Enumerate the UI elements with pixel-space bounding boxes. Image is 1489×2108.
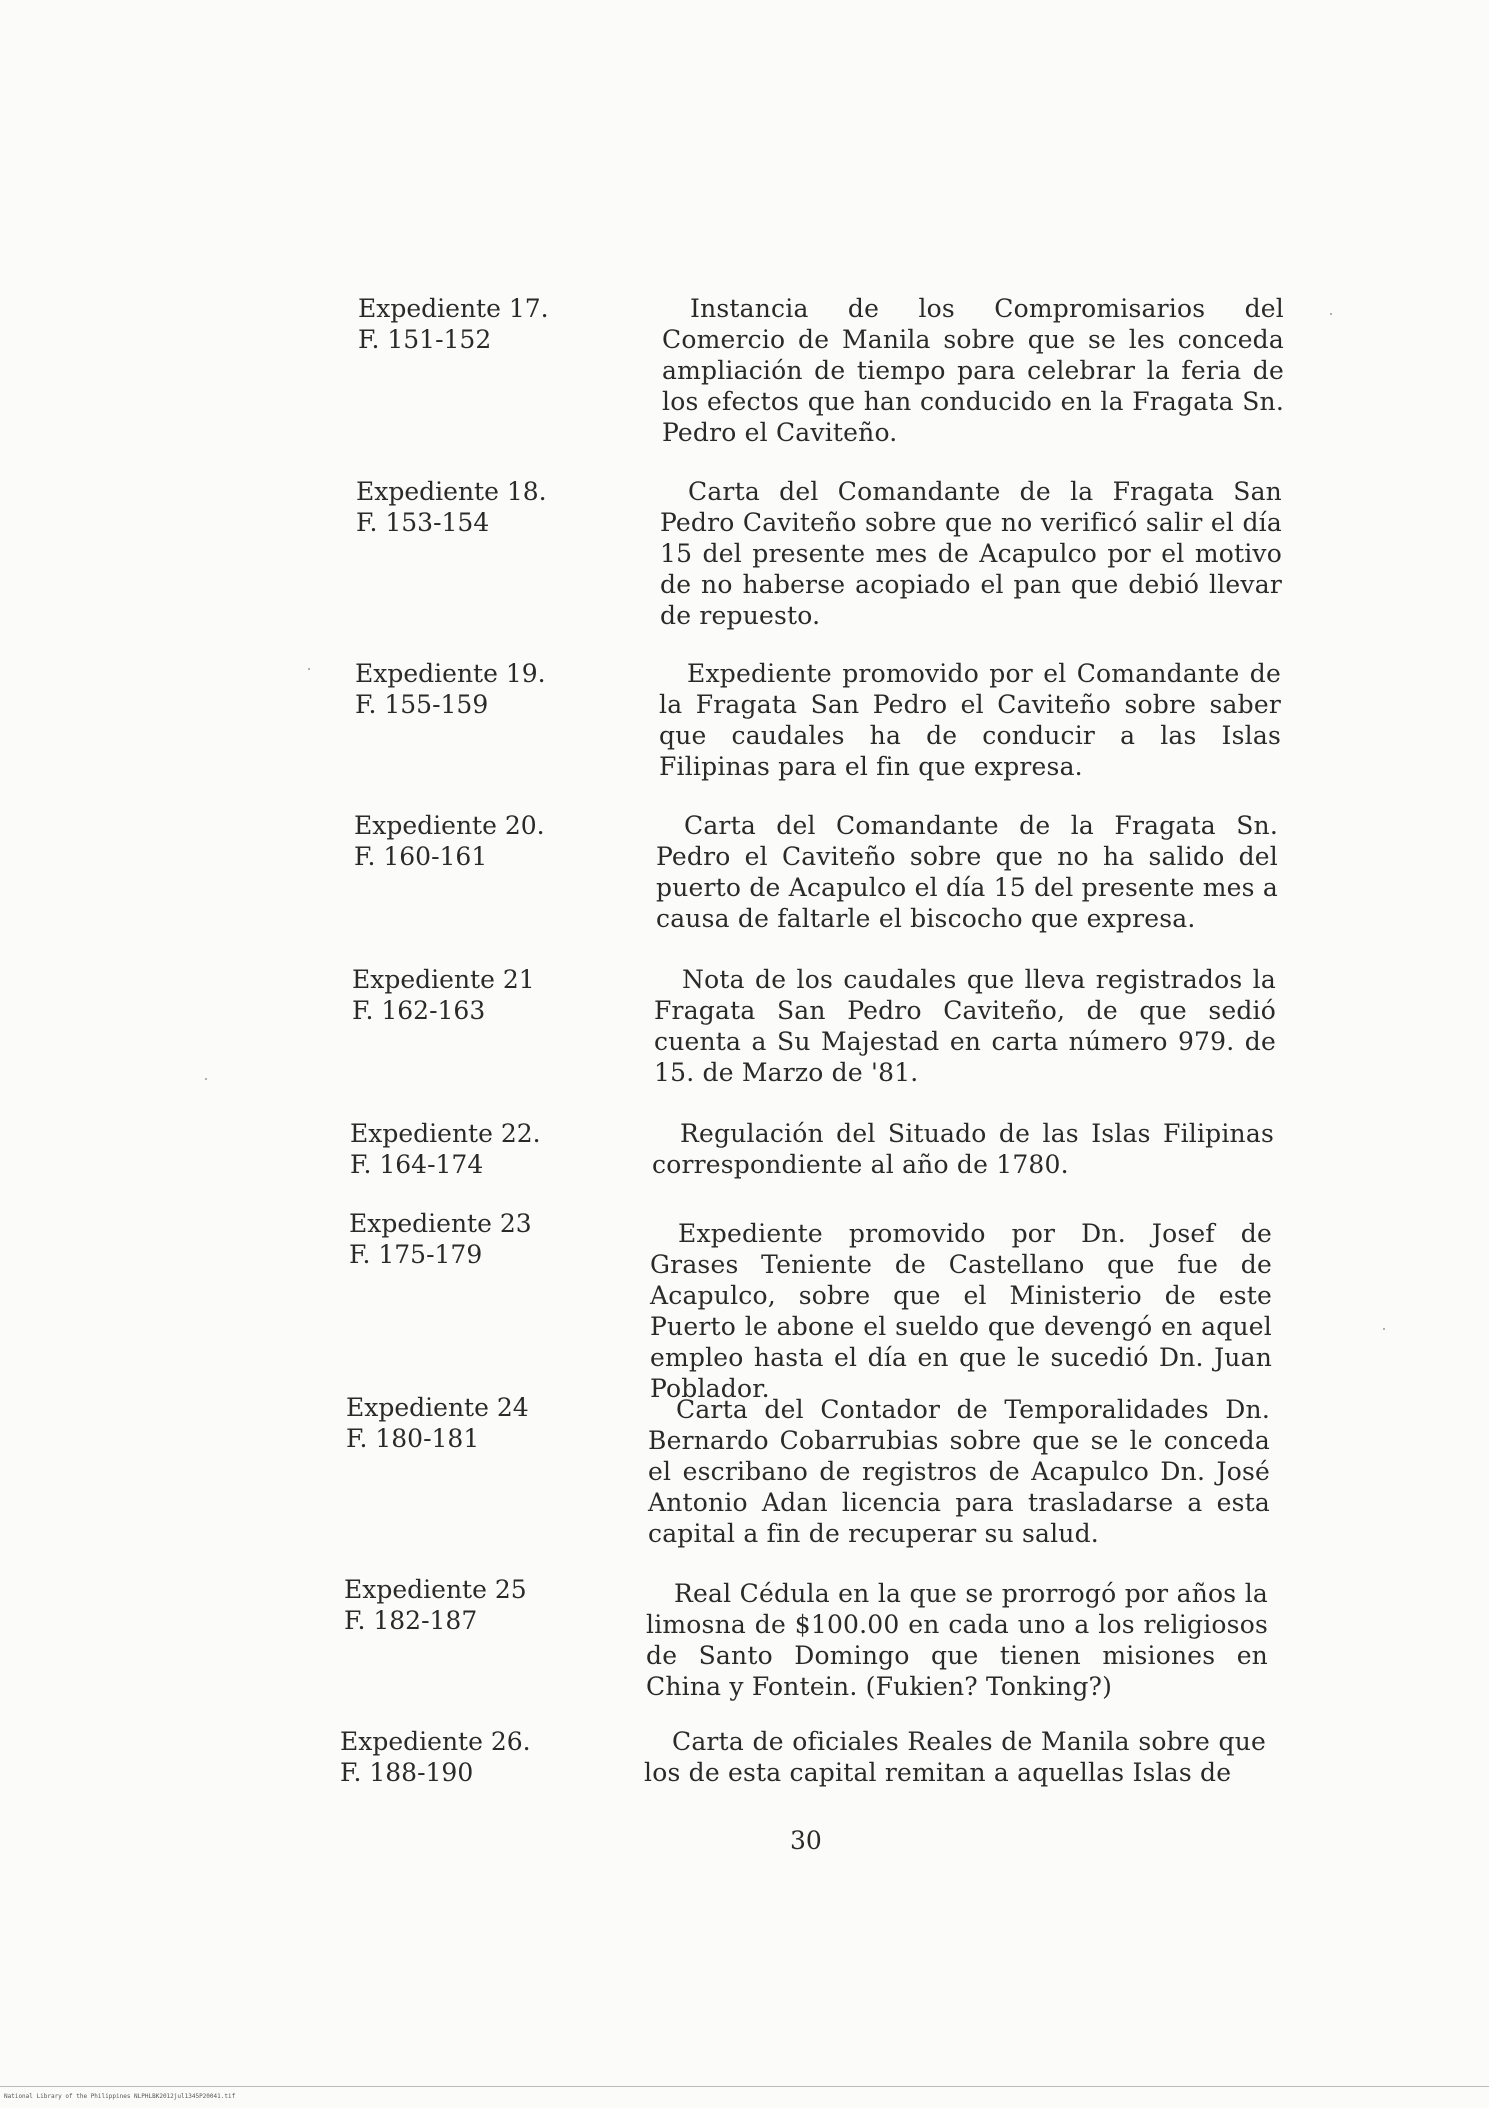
entry-description: Regulación del Situado de las Islas Filipinas correspondiente al año de 1780. [652,1119,1274,1179]
expediente-number: Expediente 19. [355,659,546,688]
folio-range: F. 160-161 [354,842,488,871]
expediente-number: Expediente 17. [358,294,549,323]
entry-description: Carta del Comandante de la Fragata San Pedro Caviteño sobre que no verificó salir el día 15 del presente mes de Acapulco por el motivo de no haberse acopiado el pan que debió llevar de repuesto. [660,477,1282,630]
folio-range: F. 188-190 [340,1758,474,1787]
entry-description: Carta del Comandante de la Fragata Sn. Pedro el Caviteño sobre que no ha salido del puerto de Acapulco el día 15 del presente mes a causa de faltarle el biscocho que expresa. [656,811,1278,933]
folio-range: F. 175-179 [349,1240,483,1269]
folio-range: F. 155-159 [355,690,489,719]
entry-description: Real Cédula en la que se prorrogó por años la limosna de $100.00 en cada uno a los religiosos de Santo Domingo que tienen misiones en China y Fontein. (Fukien? Tonking?) [646,1579,1268,1701]
scan-speck [1330,313,1332,315]
footer-divider [0,2086,1489,2087]
entry-description: Expediente promovido por el Comandante de la Fragata San Pedro el Caviteño sobre saber que caudales ha de conducir a las Islas Filipinas para el fin que expresa. [659,659,1281,781]
expediente-number: Expediente 20. [354,811,545,840]
entry-description: Instancia de los Compromisarios del Comercio de Manila sobre que se les conceda ampliación de tiempo para celebrar la feria de los efectos que han conducido en la Fragata Sn. Pedro el Caviteño. [662,294,1284,447]
expediente-number: Expediente 25 [344,1575,527,1604]
page-number: 30 [790,1826,822,1855]
entry-description: Carta de oficiales Reales de Manila sobre que los de esta capital remitan a aquellas Islas de [644,1727,1266,1787]
expediente-number: Expediente 26. [340,1727,531,1756]
expediente-number: Expediente 21 [352,965,535,994]
expediente-number: Expediente 18. [356,477,547,506]
expediente-number: Expediente 22. [350,1119,541,1148]
scan-speck [308,668,310,670]
entry-description: Expediente promovido por Dn. Josef de Grases Teniente de Castellano que fue de Acapulco, sobre que el Ministerio de este Puerto le abone el sueldo que devengó en aquel empleo hasta el día en que le sucedió Dn. Juan Poblador. [650,1219,1272,1403]
expediente-number: Expediente 23 [349,1209,532,1238]
entry-description: Nota de los caudales que lleva registrados la Fragata San Pedro Caviteño, de que sedió cuenta a Su Majestad en carta número 979. de 15. de Marzo de '81. [654,965,1276,1087]
scan-footer: National Library of the Philippines NLPHLBK2012jul1345P20041.tif [4,2093,236,2100]
scan-speck [205,1078,207,1080]
entry-description: Carta del Contador de Temporalidades Dn. Bernardo Cobarrubias sobre que se le conceda el escribano de registros de Acapulco Dn. José Antonio Adan licencia para trasladarse a esta capital a fin de recuperar su salud. [648,1395,1270,1548]
folio-range: F. 162-163 [352,996,486,1025]
expediente-number: Expediente 24 [346,1393,529,1422]
scan-speck [1383,1328,1385,1330]
folio-range: F. 153-154 [356,508,490,537]
folio-range: F. 182-187 [344,1606,478,1635]
folio-range: F. 180-181 [346,1424,480,1453]
folio-range: F. 151-152 [358,325,492,354]
folio-range: F. 164-174 [350,1150,484,1179]
